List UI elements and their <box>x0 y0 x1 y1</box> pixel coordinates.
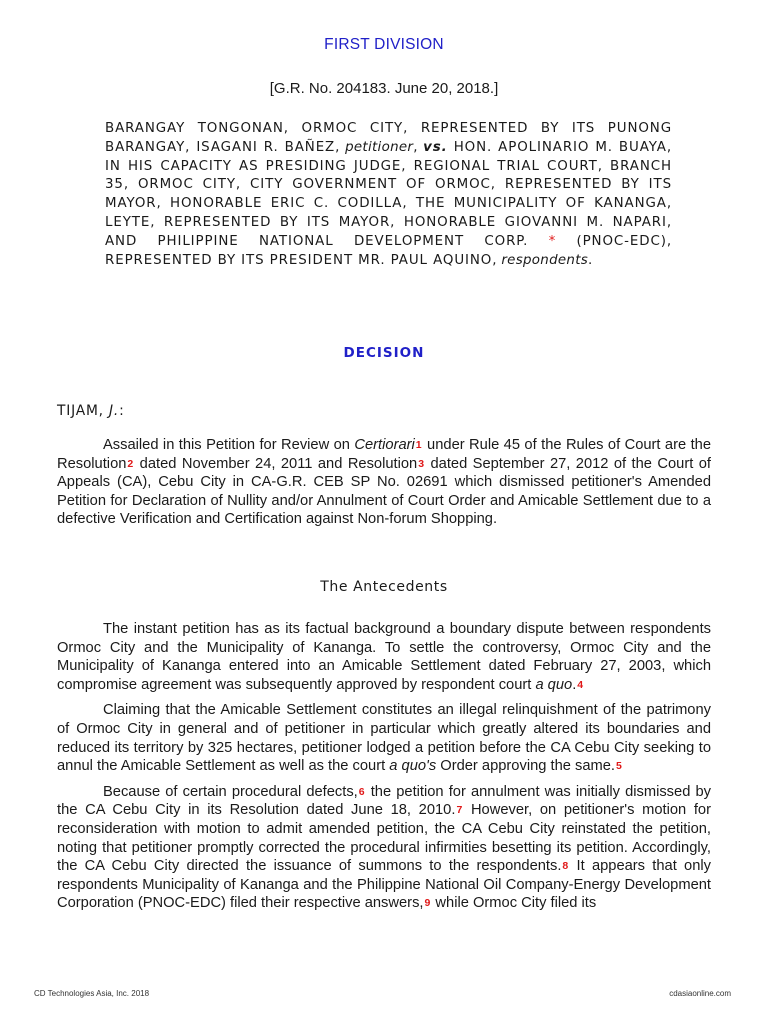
paragraph-4 <box>57 783 711 913</box>
ponente: TIJAM, J.: <box>57 403 125 419</box>
text-run: Order approving the same. <box>436 758 615 775</box>
respondents-names-cont: (PNOC-EDC), REPRESENTED BY ITS PRESIDENT MR. PAUL AQUINO <box>105 233 672 268</box>
footnote-6[interactable]: 6 <box>358 785 365 798</box>
division-heading: FIRST DIVISION <box>324 36 444 53</box>
ponente-title: J. <box>109 403 120 419</box>
footnote-3[interactable]: 3 <box>418 457 425 470</box>
footnote-8[interactable]: 8 <box>562 860 569 873</box>
text-run: dated November 24, 2011 and Resolution <box>134 455 418 472</box>
paragraph-3 <box>57 701 711 775</box>
asterisk-footnote[interactable]: * <box>548 233 557 249</box>
text-run: The instant petition has as its factual background a boundary dispute between respondents Ormoc City and the Municipality of Kananga. To settle the controversy, Ormoc City and the Municipality of Kananga entered into an Amicable Settlement dated February 27, 2003, which compromise agreement was subsequently approved by respondent court <box>57 621 711 693</box>
footer-publisher: CD Technologies Asia, Inc. 2018 <box>34 989 150 998</box>
paragraph-1 <box>57 436 711 529</box>
petitioner-name: BARANGAY TONGONAN, ORMOC CITY, REPRESENTED BY ITS PUNONG BARANGAY, ISAGANI R. BAÑEZ <box>105 121 672 155</box>
text-italic: a quo <box>535 676 573 693</box>
text-run: It appears that only respondents Municipality of Kananga and the Philippine National Oil Company-Energy Development Corporation (PNOC-EDC) filed their respective answers, <box>57 858 711 912</box>
footnote-4[interactable]: 4 <box>577 678 584 691</box>
footer-site: cdasiaonline.com <box>669 989 731 998</box>
footnote-9[interactable]: 9 <box>424 897 431 910</box>
footnote-2[interactable]: 2 <box>127 457 134 470</box>
respondents-label: respondents <box>501 252 589 268</box>
ponente-name: TIJAM <box>57 403 99 419</box>
text-run: . <box>572 676 577 693</box>
respondents-names: HON. APOLINARIO M. BUAYA, IN HIS CAPACITY AS PRESIDING JUDGE, REGIONAL TRIAL COURT, BRANCH 35, ORMOC CITY, CITY GOVERNMENT OF ORMOC, REPRESENTED BY ITS MAYOR, HONORABLE ERIC C. CODILLA, THE MUNICIPALITY OF KANANGA, LEYTE, REPRESENTED BY ITS MAYOR, HONORABLE GIOVANNI M. NAPARI, AND PHILIPPINE NATIONAL DEVELOPMENT CORP. <box>105 139 672 249</box>
text-run: the petition for annulment was initially dismissed by the CA Cebu City in its Resolution dated June 18, 2010. <box>57 783 711 819</box>
text-run: under Rule 45 of the Rules of Court are the Resolution <box>57 437 711 472</box>
text-run: Because of certain procedural defects, <box>103 783 358 800</box>
text-run: dated September 27, 2012 of the Court of Appeals (CA), Cebu City in CA-G.R. CEB SP No. 02691 which dismissed petitioner's Amended Petition for Declaration of Nullity and/or Annulment of Court Order and Amicable Settlement due to a defective Verification and Certification against Non-forum Shopping. <box>57 455 711 528</box>
text-run: Assailed in this Petition for Review on <box>103 437 355 453</box>
text-run: However, on petitioner's motion for reconsideration with motion to admit amended petition, the CA Cebu City reinstated the petition, noting that petitioner promptly corrected the procedural infirmities besetting its petition. Accordingly, the CA Cebu City directed the issuance of summons to the respondents. <box>57 802 711 875</box>
footnote-5[interactable]: 5 <box>616 760 622 773</box>
paragraph-2 <box>57 620 711 694</box>
versus: vs. <box>423 139 448 155</box>
text-italic: Certiorari <box>354 437 415 453</box>
text-run: while Ormoc City filed its <box>431 895 597 912</box>
text-italic: a quo's <box>389 758 437 775</box>
decision-heading: DECISION <box>343 345 425 361</box>
footnote-1[interactable]: 1 <box>415 439 422 451</box>
case-number: [G.R. No. 204183. June 20, 2018.] <box>269 80 499 97</box>
section-heading: The Antecedents <box>320 579 448 595</box>
petitioner-label: petitioner <box>345 139 414 155</box>
footnote-7[interactable]: 7 <box>456 804 463 817</box>
antecedents-body <box>57 620 711 920</box>
text-run: Claiming that the Amicable Settlement constitutes an illegal relinquishment of the patrimony of Ormoc City in general and of petitioner in particular which greatly altered its boundaries and reduced its territory by 325 hectares, petitioner lodged a petition before the CA Cebu City seeking to annul the Amicable Settlement as well as the court <box>57 702 711 775</box>
case-parties: BARANGAY TONGONAN, ORMOC CITY, REPRESENTED BY ITS PUNONG BARANGAY, ISAGANI R. BAÑEZ, petitioner, vs. HON. APOLINARIO M. BUAYA, IN HIS CAPACITY AS PRESIDING JUDGE, REGIONAL TRIAL COURT, BRANCH 35, ORMOC CITY, CITY GOVERNMENT OF ORMOC, REPRESENTED BY ITS MAYOR, HONORABLE ERIC C. CODILLA, THE MUNICIPALITY OF KANANGA, LEYTE, REPRESENTED BY ITS MAYOR, HONORABLE GIOVANNI M. NAPARI, AND PHILIPPINE NATIONAL DEVELOPMENT CORP. * (PNOC-EDC), REPRESENTED BY ITS PRESIDENT MR. PAUL AQUINO, respondents. <box>105 121 672 268</box>
